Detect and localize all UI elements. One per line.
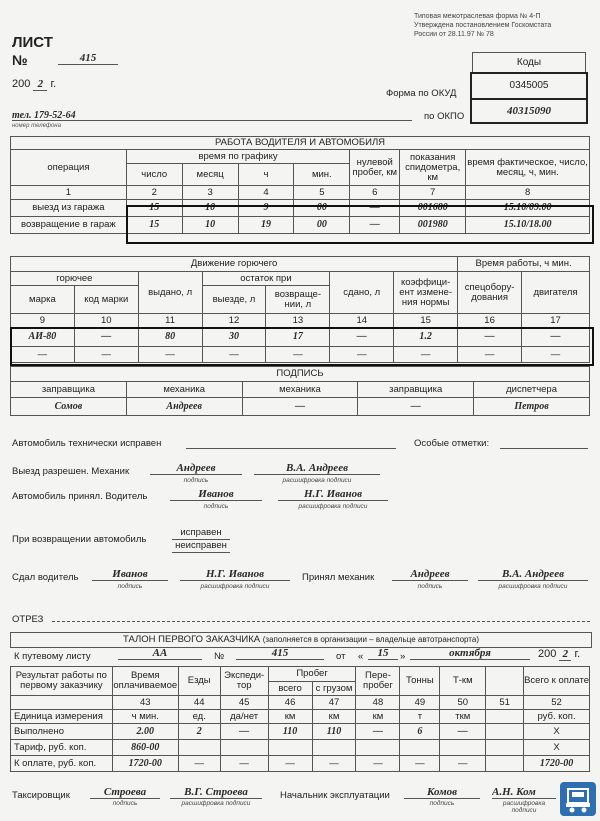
caption-sign: подпись <box>183 477 209 484</box>
h-special: спецобору-дования <box>458 272 522 314</box>
col-num: 5 <box>294 186 350 200</box>
h-speedometer: показания спидометра, км <box>400 150 466 186</box>
talon-month: октября <box>410 647 530 660</box>
h-brand: марка <box>11 286 75 314</box>
cell: руб. коп. <box>524 710 590 724</box>
h-run-total: всего <box>268 682 312 696</box>
cell: ед. <box>178 710 220 724</box>
fuel-data-frame <box>10 327 594 366</box>
form-header-line3: России от 28.11.97 № 78 <box>414 31 494 38</box>
col-num: 50 <box>440 696 486 710</box>
cell <box>486 740 524 756</box>
h-tons: Тонны <box>400 667 440 696</box>
sig-header: заправщика <box>11 382 127 398</box>
h-engine: двигателя <box>522 272 590 314</box>
col-num: 7 <box>400 186 466 200</box>
talon-series: АА <box>118 647 202 660</box>
row-label: Тариф, руб. коп. <box>11 740 113 756</box>
h-fuel: горючее <box>11 272 139 286</box>
h-rest: остаток при <box>202 272 330 286</box>
accepted-signature: Иванов <box>170 488 262 501</box>
fuel-title: Движение горючего <box>11 257 458 272</box>
talon-day: 15 <box>368 647 398 660</box>
caption-sign: подпись <box>429 800 455 807</box>
cell: 001980 <box>400 217 466 234</box>
cell: — <box>220 724 268 740</box>
special-notes-line <box>500 440 588 449</box>
cell: 30 <box>202 328 266 347</box>
cell: — <box>11 347 75 363</box>
cut-line <box>52 621 590 622</box>
return-ok: исправен <box>172 527 230 540</box>
cell <box>356 740 400 756</box>
col-num: 13 <box>266 314 330 328</box>
col-num: 15 <box>394 314 458 328</box>
chief-signature: Комов <box>404 786 480 799</box>
cell: X <box>524 740 590 756</box>
sig-header: механика <box>242 382 358 398</box>
handed-label: Сдал водитель <box>12 572 79 583</box>
cell: — <box>440 756 486 772</box>
h-schedule: время по графику <box>126 150 349 164</box>
cell <box>400 740 440 756</box>
sig-value: Петров <box>474 398 590 416</box>
cell: — <box>74 347 138 363</box>
return-label: При возвращении автомобиль <box>12 534 147 545</box>
col-num: 6 <box>350 186 400 200</box>
cell: 9 <box>238 200 294 217</box>
talon-note: (заполняется в организации – владельце автотранспорта) <box>262 635 479 644</box>
h-min: мин. <box>294 164 350 186</box>
col-num: 14 <box>330 314 394 328</box>
okud-code: 0345005 <box>470 72 588 100</box>
quote-close: » <box>400 651 406 662</box>
sig-header: диспетчера <box>474 382 590 398</box>
cell: — <box>268 756 312 772</box>
work-title: РАБОТА ВОДИТЕЛЯ И АВТОМОБИЛЯ <box>11 137 590 150</box>
cell: — <box>394 347 458 363</box>
cell: 2 <box>178 724 220 740</box>
cell: км <box>312 710 356 724</box>
cell: — <box>74 328 138 347</box>
cell: 15.10/18.00 <box>466 217 590 234</box>
table-row <box>11 756 590 772</box>
cell: — <box>138 347 202 363</box>
handed-signature: Иванов <box>92 568 168 581</box>
col-num: 16 <box>458 314 522 328</box>
cell <box>486 756 524 772</box>
cell: — <box>330 347 394 363</box>
cell <box>268 740 312 756</box>
year-suffix: г. <box>50 78 57 90</box>
caption-decode: расшифровка подписи <box>498 583 568 590</box>
caption-sign: подпись <box>117 583 143 590</box>
col-num: 8 <box>466 186 590 200</box>
cell: — <box>312 756 356 772</box>
cell: — <box>220 756 268 772</box>
h-operation: операция <box>11 150 127 186</box>
sheet-number: 415 <box>58 52 118 65</box>
taxi-label: Таксировщик <box>12 790 70 801</box>
table-row <box>11 724 590 740</box>
year-field <box>12 78 56 91</box>
h-run: Пробег <box>268 667 356 682</box>
talon-num-label: № <box>214 651 225 662</box>
handed-name: Н.Г. Иванов <box>180 568 290 581</box>
caption-decode: расшифровка подписи <box>298 503 368 510</box>
caption-decode: расшифровка подписи <box>282 477 352 484</box>
col-num: 17 <box>522 314 590 328</box>
col-num: 3 <box>182 186 238 200</box>
row-op: выезд из гаража <box>11 200 127 217</box>
h-transport: Пере-пробег <box>356 667 400 696</box>
sig-value: — <box>358 398 474 416</box>
tech-ok-line <box>186 440 396 449</box>
cell: 110 <box>268 724 312 740</box>
h-return: возвраще-нии, л <box>266 286 330 314</box>
h-trips: Езды <box>178 667 220 696</box>
h-out: выезде, л <box>202 286 266 314</box>
cell: 00 <box>294 200 350 217</box>
sig-value: — <box>242 398 358 416</box>
caption-decode: расшифровка подписи <box>502 800 546 814</box>
year-prefix: 200 <box>12 78 31 90</box>
received-name: В.А. Андреев <box>478 568 588 581</box>
row-op: возвращение в гараж <box>11 217 127 234</box>
talon-year <box>538 648 580 661</box>
accepted-label: Автомобиль принял. Водитель <box>12 491 148 502</box>
col-num: 12 <box>202 314 266 328</box>
page-title: ЛИСТ <box>12 34 53 51</box>
signature-title: ПОДПИСЬ <box>11 367 590 382</box>
h-issued: выдано, л <box>138 272 202 314</box>
cell: — <box>350 217 400 234</box>
exit-signature: Андреев <box>150 462 242 475</box>
okud-label: Форма по ОКУД <box>386 88 457 99</box>
h-actual-time: время фактическое, число, месяц, ч, мин. <box>466 150 590 186</box>
col-num-empty <box>11 696 113 710</box>
cell: 1.2 <box>394 328 458 347</box>
phone-value: тел. 179-52-64 <box>12 110 76 121</box>
signature-table <box>10 366 590 416</box>
phone-underline <box>12 112 412 121</box>
col-num: 9 <box>11 314 75 328</box>
chief-name: А.Н. Ком <box>492 786 556 799</box>
h-expeditor: Экспеди-тор <box>220 667 268 696</box>
taxi-name: В.Г. Строева <box>170 786 262 799</box>
cell: — <box>266 347 330 363</box>
col-num: 49 <box>400 696 440 710</box>
year-digit: 2 <box>33 78 47 91</box>
row-label: К оплате, руб. коп. <box>11 756 113 772</box>
cell: 110 <box>312 724 356 740</box>
cell: — <box>522 347 590 363</box>
cut-label: ОТРЕЗ <box>12 614 44 625</box>
row-label: Единица измерения <box>11 710 113 724</box>
taxi-signature: Строева <box>90 786 160 799</box>
h-zero-run: нулевой пробег, км <box>350 150 400 186</box>
cell: — <box>330 328 394 347</box>
table-row <box>11 710 590 724</box>
cell: 80 <box>138 328 202 347</box>
h-month: месяц <box>182 164 238 186</box>
col-num: 4 <box>238 186 294 200</box>
col-num: 43 <box>112 696 178 710</box>
special-notes-label: Особые отметки: <box>414 438 490 449</box>
cell: т <box>400 710 440 724</box>
cell <box>486 710 524 724</box>
cell: — <box>202 347 266 363</box>
talon-year-prefix: 200 <box>538 648 557 660</box>
cell: — <box>400 756 440 772</box>
form-header-line1: Типовая межотраслевая форма № 4-П <box>414 13 541 20</box>
cell: 001680 <box>400 200 466 217</box>
form-header <box>414 12 551 39</box>
cell <box>178 740 220 756</box>
sig-header: заправщика <box>358 382 474 398</box>
to-sheet-label: К путевому листу <box>14 651 91 662</box>
cell: — <box>522 328 590 347</box>
codes-header: Коды <box>472 52 586 74</box>
cell: 10 <box>182 217 238 234</box>
cell: — <box>356 724 400 740</box>
cell: — <box>440 724 486 740</box>
cell: — <box>356 756 400 772</box>
sig-value: Андреев <box>126 398 242 416</box>
col-num: 11 <box>138 314 202 328</box>
talon-from: от <box>336 651 346 662</box>
col-num: 48 <box>356 696 400 710</box>
return-state <box>172 527 230 553</box>
number-label: № <box>12 52 28 68</box>
cell: ч мин. <box>112 710 178 724</box>
cell: АИ-80 <box>11 328 75 347</box>
cell <box>220 740 268 756</box>
h-result: Результат работы по первому заказчику <box>11 667 113 696</box>
cell: 17 <box>266 328 330 347</box>
col-num: 51 <box>486 696 524 710</box>
received-signature: Андреев <box>392 568 468 581</box>
form-header-line2: Утверждена постановлением Госкомстата <box>414 22 552 29</box>
h-day: число <box>126 164 182 186</box>
cell <box>486 724 524 740</box>
caption-decode: расшифровка подписи <box>181 800 251 807</box>
h-hour: ч <box>238 164 294 186</box>
h-to-pay: Всего к оплате <box>524 667 590 696</box>
talon-num: 415 <box>236 647 324 660</box>
col-num: 52 <box>524 696 590 710</box>
cell: км <box>356 710 400 724</box>
work-data-frame <box>126 205 594 244</box>
talon-year-suffix: г. <box>574 648 581 660</box>
caption-sign: подпись <box>112 800 138 807</box>
cell: 19 <box>238 217 294 234</box>
col-num: 46 <box>268 696 312 710</box>
cell: 6 <box>400 724 440 740</box>
h-run-cargo: с грузом <box>312 682 356 696</box>
col-num: 47 <box>312 696 356 710</box>
h-tkm: Т-км <box>440 667 486 696</box>
h-coef: коэффици-ент измене-ния нормы <box>394 272 458 314</box>
cell: 15 <box>126 217 182 234</box>
cell: ткм <box>440 710 486 724</box>
exit-label: Выезд разрешен. Механик <box>12 466 130 477</box>
cell: — <box>458 347 522 363</box>
cell: X <box>524 724 590 740</box>
talon-title-bar <box>10 632 592 648</box>
talon-title: ТАЛОН ПЕРВОГО ЗАКАЗЧИКА <box>123 634 261 645</box>
chief-label: Начальник эксплуатации <box>280 790 390 801</box>
cell <box>440 740 486 756</box>
caption-sign: подпись <box>417 583 443 590</box>
exit-name: В.А. Андреев <box>254 462 380 475</box>
cell: 860-00 <box>112 740 178 756</box>
tech-ok-label: Автомобиль технически исправен <box>12 438 162 449</box>
cell: 1720-00 <box>524 756 590 772</box>
h-empty <box>486 667 524 696</box>
okpo-code: 40315090 <box>470 98 588 124</box>
talon-table <box>10 666 590 772</box>
cell: км <box>268 710 312 724</box>
accepted-name: Н.Г. Иванов <box>278 488 388 501</box>
cell: — <box>178 756 220 772</box>
talon-year-digit: 2 <box>559 648 571 661</box>
cell: да/нет <box>220 710 268 724</box>
col-num: 44 <box>178 696 220 710</box>
col-num: 1 <box>11 186 127 200</box>
cell: 00 <box>294 217 350 234</box>
cell: 15.10/09.00 <box>466 200 590 217</box>
col-num: 45 <box>220 696 268 710</box>
cell <box>312 740 356 756</box>
row-label: Выполнено <box>11 724 113 740</box>
col-num: 10 <box>74 314 138 328</box>
cell: 15 <box>126 200 182 217</box>
sig-value: Сомов <box>11 398 127 416</box>
cell: 1720-00 <box>112 756 178 772</box>
cell: 10 <box>182 200 238 217</box>
h-paid-time: Время оплачиваемое <box>112 667 178 696</box>
quote-open: « <box>358 651 364 662</box>
caption-sign: подпись <box>203 503 229 510</box>
cell: 2.00 <box>112 724 178 740</box>
okpo-label: по ОКПО <box>424 111 465 122</box>
return-bad: неисправен <box>172 540 230 553</box>
sig-header: механика <box>126 382 242 398</box>
h-code: код марки <box>74 286 138 314</box>
cell: — <box>458 328 522 347</box>
caption-decode: расшифровка подписи <box>200 583 270 590</box>
work-time-title: Время работы, ч мин. <box>458 257 590 272</box>
received-label: Принял механик <box>302 572 375 583</box>
table-row <box>11 740 590 756</box>
truck-logo-icon <box>560 782 596 816</box>
h-handed: сдано, л <box>330 272 394 314</box>
phone-caption: номер телефона <box>12 123 61 129</box>
cell: — <box>350 200 400 217</box>
col-num: 2 <box>126 186 182 200</box>
